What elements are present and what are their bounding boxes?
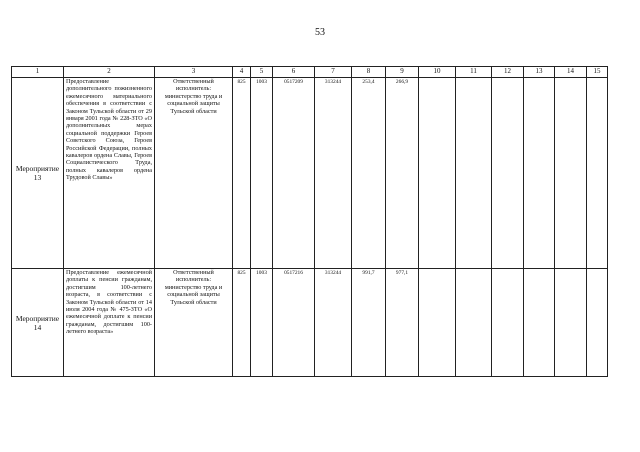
table-cell: 0517209 xyxy=(273,78,315,269)
table-cell xyxy=(456,269,492,377)
table-cell xyxy=(555,78,587,269)
table-row xyxy=(12,269,608,377)
table-cell: 313244 xyxy=(315,269,352,377)
column-header: 2 xyxy=(64,67,155,78)
column-header: 5 xyxy=(251,67,273,78)
table-cell: 825 xyxy=(233,269,251,377)
table-cell: 253,4 xyxy=(352,78,386,269)
row-executor: Ответственный исполнитель: министерство труда и социальной защиты Тульской области xyxy=(155,269,233,377)
column-header: 8 xyxy=(352,67,386,78)
header-row xyxy=(12,67,608,78)
table-cell: 825 xyxy=(233,78,251,269)
column-header: 7 xyxy=(315,67,352,78)
column-header: 13 xyxy=(524,67,555,78)
column-header: 10 xyxy=(419,67,456,78)
column-header: 6 xyxy=(273,67,315,78)
column-header: 1 xyxy=(12,67,64,78)
column-header: 3 xyxy=(155,67,233,78)
column-header: 15 xyxy=(587,67,608,78)
column-header: 12 xyxy=(492,67,524,78)
column-header: 11 xyxy=(456,67,492,78)
row-label: Мероприятие 13 xyxy=(12,78,64,269)
budget-table xyxy=(11,66,608,377)
table-cell: 977,1 xyxy=(386,269,419,377)
table-row xyxy=(12,78,608,269)
table-cell xyxy=(587,269,608,377)
column-header: 9 xyxy=(386,67,419,78)
row-label: Мероприятие 14 xyxy=(12,269,64,377)
row-description: Предоставление дополнительного пожизненного ежемесячного материального обеспечения в соответствии с Законом Тульской области от 29 января 2001 года № 228-ЗТО «О дополнительных мерах социальной поддержки Героев Советского Союза, Героев Российской Федерации, полных кавалеров ордена Славы, Героев Социалистического Труда, полных кавалеров ордена Трудовой Славы» xyxy=(64,78,155,269)
table-cell xyxy=(524,269,555,377)
table-cell: 1003 xyxy=(251,78,273,269)
table-cell: 991,7 xyxy=(352,269,386,377)
page-number: 53 xyxy=(315,27,325,38)
table-cell xyxy=(456,78,492,269)
table-cell xyxy=(419,78,456,269)
table-cell xyxy=(555,269,587,377)
table-cell: 266,9 xyxy=(386,78,419,269)
table-cell: 313244 xyxy=(315,78,352,269)
column-header: 14 xyxy=(555,67,587,78)
table-cell xyxy=(492,269,524,377)
table-cell xyxy=(587,78,608,269)
row-description: Предоставление ежемесячной доплаты к пенсии гражданам, достигшим 100-летнего возраста, в соответствии с Законом Тульской области от 14 июля 2004 года № 475-ЗТО «О ежемесячной доплате к пенсии гражданам, достигшим 100-летнего возраста» xyxy=(64,269,155,377)
table-cell: 1003 xyxy=(251,269,273,377)
row-executor: Ответственный исполнитель: министерство труда и социальной защиты Тульской области xyxy=(155,78,233,269)
column-header: 4 xyxy=(233,67,251,78)
table-cell: 0517216 xyxy=(273,269,315,377)
table-cell xyxy=(492,78,524,269)
table-cell xyxy=(419,269,456,377)
table-cell xyxy=(524,78,555,269)
